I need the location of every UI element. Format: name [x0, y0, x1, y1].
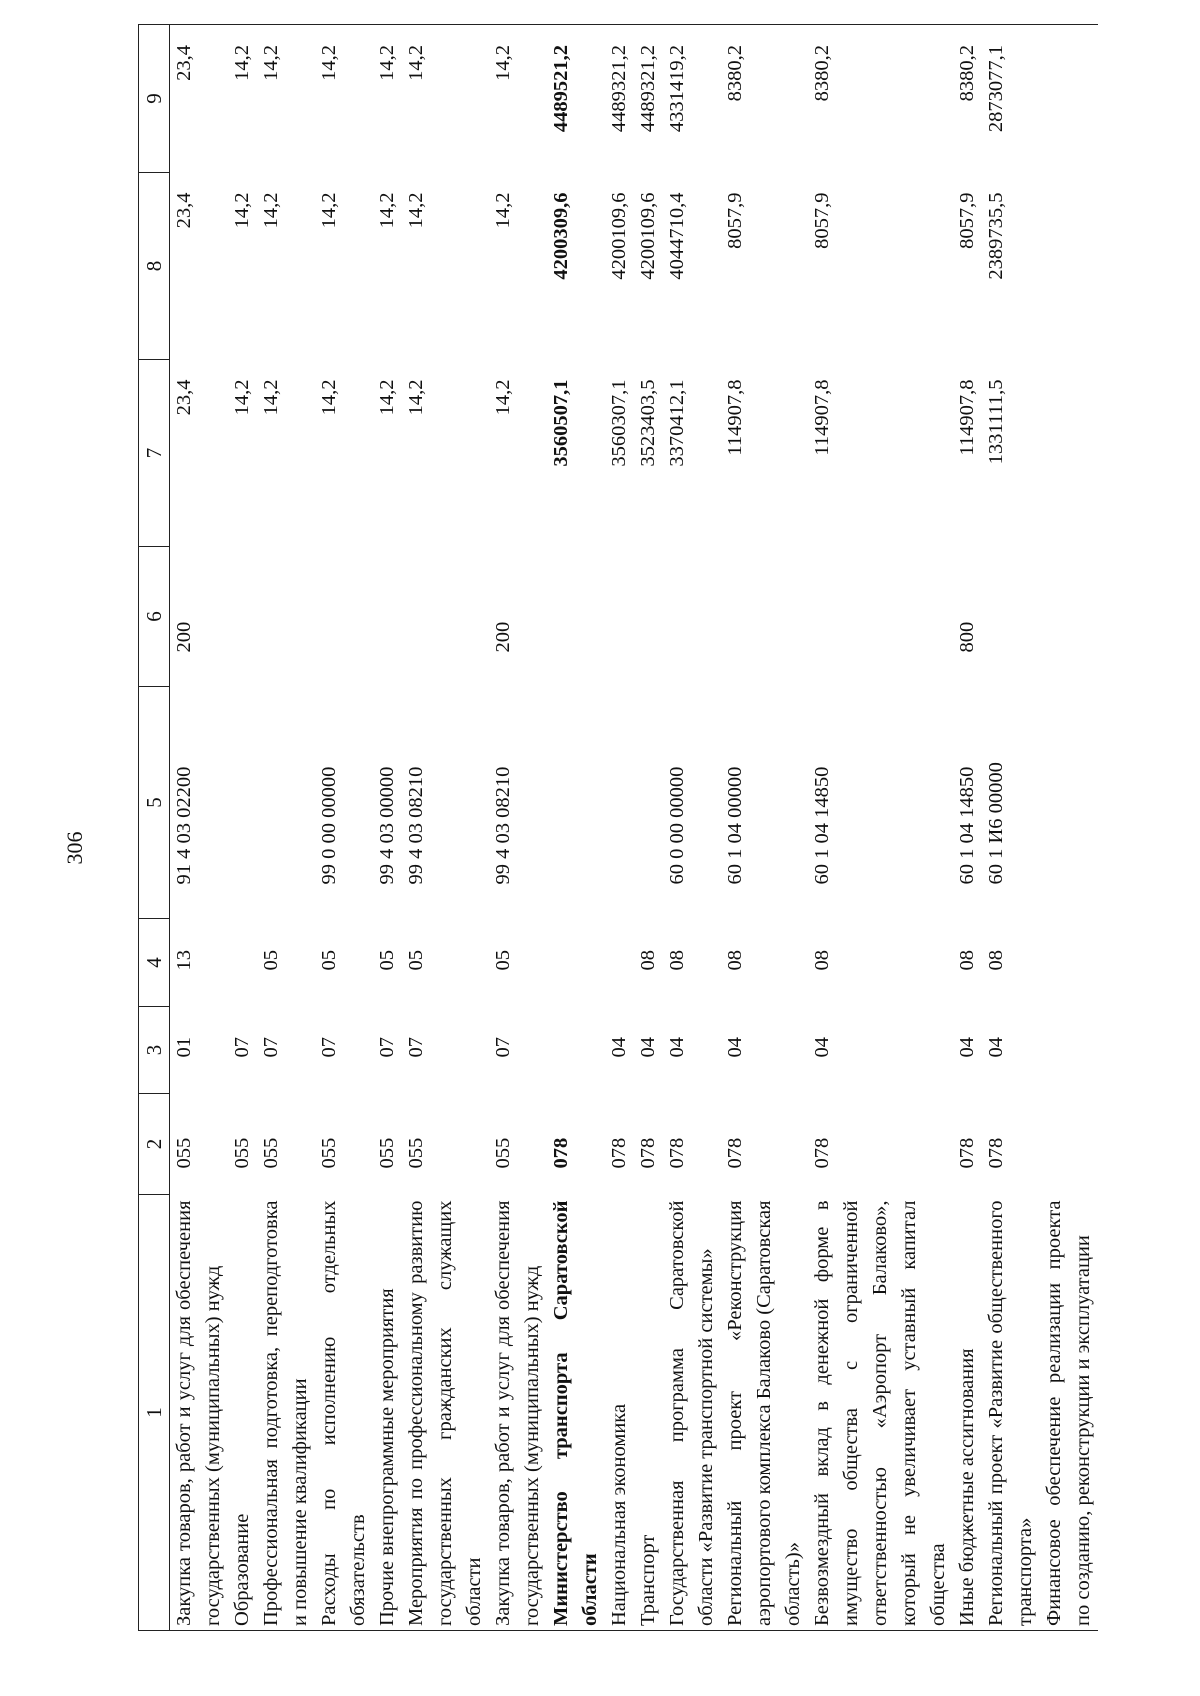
cell-col-9: 8380,2 [953, 25, 982, 173]
row-label: Закупка товаров, работ и услуг для обеспечения государственных (муниципальных) нужд [170, 1195, 229, 1631]
cell-col-7: 14,2 [260, 379, 282, 416]
cell-col-3: 04 [985, 1037, 1007, 1058]
cell-col-9: 4489321,2 [605, 25, 634, 173]
cell-col-3: 04 [956, 1037, 978, 1058]
cell-col-9: 4331419,2 [663, 25, 721, 173]
cell-col-7: 14,2 [492, 379, 514, 416]
cell-col-5 [605, 687, 634, 919]
cell-col-5 [257, 687, 315, 919]
cell-col-5 [547, 687, 605, 919]
row-label: Прочие внепрограммные мероприятия [373, 1195, 402, 1631]
cell-col-8: 4200309,6 [550, 192, 572, 280]
cell-col-3: 04 [637, 1037, 659, 1058]
cell-col-3: 01 [173, 1037, 195, 1058]
cell-col-8: 14,2 [260, 192, 282, 229]
cell-col-7: 14,2 [231, 379, 253, 416]
cell-col-7: 14,2 [376, 379, 398, 416]
cell-col-8: 14,2 [318, 192, 340, 229]
cell-col-8: 4200109,6 [637, 192, 659, 280]
cell-col-4: 05 [492, 950, 514, 971]
cell-col-7: 23,4 [173, 379, 195, 416]
cell-col-3: 04 [811, 1037, 833, 1058]
cell-col-5: 60 1 04 14850 [811, 766, 833, 885]
cell-col-4: 08 [724, 950, 746, 971]
cell-col-4: 05 [260, 950, 282, 971]
cell-col-4: 05 [376, 950, 398, 971]
table-row [721, 25, 808, 1631]
cell-col-3: 07 [492, 1037, 514, 1058]
row-label: Профессиональная подготовка, переподготовка и повышение квалификации [257, 1195, 315, 1631]
row-label: Иные бюджетные ассигнования [953, 1195, 982, 1631]
cell-col-8: 8057,9 [724, 192, 746, 249]
cell-col-8: 2389735,5 [985, 192, 1007, 280]
cell-col-9 [1040, 25, 1098, 173]
cell-col-9: 4489521,2 [547, 25, 605, 173]
cell-col-8: 14,2 [405, 192, 427, 229]
cell-col-4: 05 [318, 950, 340, 971]
row-label: Закупка товаров, работ и услуг для обеспечения государственных (муниципальных) нужд [489, 1195, 547, 1631]
cell-col-6 [315, 547, 373, 687]
cell-col-6 [257, 547, 315, 687]
cell-col-9: 8380,2 [808, 25, 953, 173]
cell-col-2: 078 [666, 1137, 688, 1169]
row-label: Министерство транспорта Саратовской области [547, 1195, 605, 1631]
table-row [663, 25, 721, 1631]
cell-col-6: 200 [492, 621, 514, 653]
cell-col-2: 078 [811, 1137, 833, 1169]
cell-col-2: 055 [318, 1137, 340, 1169]
cell-col-7: 14,2 [318, 379, 340, 416]
cell-col-4 [605, 919, 634, 1007]
column-header: 5 [139, 687, 170, 919]
cell-col-5 [228, 687, 257, 919]
budget-table [138, 24, 1098, 1631]
table-row [1040, 25, 1098, 1631]
table-row [953, 25, 982, 1631]
table-row [605, 25, 634, 1631]
cell-col-5: 91 4 03 02200 [173, 766, 195, 885]
cell-col-6 [228, 547, 257, 687]
cell-col-9: 2873077,1 [982, 25, 1040, 173]
cell-col-7: 114907,8 [724, 379, 746, 456]
cell-col-3 [547, 1007, 605, 1094]
cell-col-8 [1040, 173, 1098, 360]
cell-col-6: 200 [173, 621, 195, 653]
cell-col-3: 07 [318, 1037, 340, 1058]
column-header: 6 [139, 547, 170, 687]
cell-col-2: 055 [405, 1137, 427, 1169]
cell-col-2: 078 [637, 1137, 659, 1169]
cell-col-7 [1040, 360, 1098, 547]
cell-col-2: 078 [985, 1137, 1007, 1169]
cell-col-3: 07 [231, 1037, 253, 1058]
cell-col-2: 055 [492, 1137, 514, 1169]
cell-col-9: 14,2 [228, 25, 257, 173]
row-label: Государственная программа Саратовской области «Развитие транспортной системы» [663, 1195, 721, 1631]
table-row [402, 25, 489, 1631]
cell-col-7: 14,2 [405, 379, 427, 416]
cell-col-6 [547, 547, 605, 687]
cell-col-2: 078 [550, 1137, 572, 1169]
cell-col-9: 14,2 [257, 25, 315, 173]
cell-col-3: 07 [405, 1037, 427, 1058]
table-row [634, 25, 663, 1631]
cell-col-2: 055 [376, 1137, 398, 1169]
cell-col-5: 99 4 03 00000 [376, 766, 398, 885]
cell-col-6 [634, 547, 663, 687]
cell-col-6 [982, 547, 1040, 687]
cell-col-6 [373, 547, 402, 687]
cell-col-7: 114907,8 [956, 379, 978, 456]
cell-col-3: 07 [260, 1037, 282, 1058]
cell-col-4 [228, 919, 257, 1007]
cell-col-4 [1040, 919, 1098, 1007]
table-row [982, 25, 1040, 1631]
cell-col-7: 114907,8 [811, 379, 833, 456]
cell-col-6 [721, 547, 808, 687]
row-label: Финансовое обеспечение реализации проекта по созданию, реконструкции и эксплуатации [1040, 1195, 1098, 1631]
cell-col-5: 60 1 04 14850 [956, 766, 978, 885]
cell-col-2: 055 [231, 1137, 253, 1169]
cell-col-6 [1040, 547, 1098, 687]
cell-col-9: 23,4 [170, 25, 229, 173]
table-row [170, 25, 229, 1631]
row-label: Расходы по исполнению отдельных обязательств [315, 1195, 373, 1631]
cell-col-2: 078 [724, 1137, 746, 1169]
cell-col-7: 3523403,5 [637, 379, 659, 467]
cell-col-3: 07 [376, 1037, 398, 1058]
cell-col-4: 08 [811, 950, 833, 971]
cell-col-7: 3560307,1 [608, 379, 630, 467]
cell-col-4: 13 [173, 950, 195, 971]
cell-col-6 [663, 547, 721, 687]
cell-col-4: 08 [637, 950, 659, 971]
cell-col-6: 800 [956, 621, 978, 653]
table-body [170, 25, 1099, 1631]
cell-col-9: 14,2 [373, 25, 402, 173]
cell-col-2 [1040, 1094, 1098, 1195]
table-row [315, 25, 373, 1631]
cell-col-5: 99 4 03 08210 [492, 766, 514, 885]
cell-col-9: 14,2 [489, 25, 547, 173]
cell-col-8: 8057,9 [956, 192, 978, 249]
cell-col-4: 05 [405, 950, 427, 971]
cell-col-9: 14,2 [315, 25, 373, 173]
column-header: 2 [139, 1094, 170, 1195]
column-header: 3 [139, 1007, 170, 1094]
cell-col-8: 14,2 [376, 192, 398, 229]
cell-col-8: 4044710,4 [666, 192, 688, 280]
cell-col-9: 8380,2 [721, 25, 808, 173]
cell-col-8: 23,4 [173, 192, 195, 229]
cell-col-4 [547, 919, 605, 1007]
table-row [257, 25, 315, 1631]
table-row [808, 25, 953, 1631]
cell-col-4: 08 [985, 950, 1007, 971]
cell-col-9: 14,2 [402, 25, 489, 173]
cell-col-5: 60 0 00 00000 [666, 766, 688, 885]
cell-col-2: 055 [260, 1137, 282, 1169]
column-header: 8 [139, 173, 170, 360]
cell-col-8: 14,2 [492, 192, 514, 229]
cell-col-6 [808, 547, 953, 687]
row-label: Национальная экономика [605, 1195, 634, 1631]
cell-col-3: 04 [666, 1037, 688, 1058]
cell-col-3 [1040, 1007, 1098, 1094]
cell-col-5 [634, 687, 663, 919]
cell-col-8: 14,2 [231, 192, 253, 229]
cell-col-4: 08 [666, 950, 688, 971]
cell-col-5: 60 1 04 00000 [724, 766, 746, 885]
cell-col-6 [402, 547, 489, 687]
cell-col-2: 078 [956, 1137, 978, 1169]
cell-col-3: 04 [724, 1037, 746, 1058]
cell-col-2: 055 [173, 1137, 195, 1169]
page-number: 306 [62, 831, 87, 865]
cell-col-5 [1040, 687, 1098, 919]
table-row [228, 25, 257, 1631]
cell-col-4: 08 [956, 950, 978, 971]
table-row [547, 25, 605, 1631]
cell-col-3: 04 [608, 1037, 630, 1058]
cell-col-5: 60 1 И6 00000 [985, 762, 1007, 885]
row-label: Региональный проект «Развитие общественного транспорта» [982, 1195, 1040, 1631]
cell-col-8: 4200109,6 [608, 192, 630, 280]
row-label: Мероприятия по профессиональному развитию государственных гражданских служащих области [402, 1195, 489, 1631]
table-row [373, 25, 402, 1631]
cell-col-6 [605, 547, 634, 687]
row-label: Образование [228, 1195, 257, 1631]
row-label: Безвозмездный вклад в денежной форме в имущество общества с ограниченной ответственностью «Аэропорт Балаково», который не увеличивает уставный капитал общества [808, 1195, 953, 1631]
column-header: 7 [139, 360, 170, 547]
header-row [139, 25, 170, 1631]
column-header: 4 [139, 919, 170, 1007]
cell-col-8: 8057,9 [811, 192, 833, 249]
cell-col-7: 3370412,1 [666, 379, 688, 467]
cell-col-7: 3560507,1 [550, 379, 572, 467]
cell-col-2: 078 [608, 1137, 630, 1169]
row-label: Региональный проект «Реконструкция аэропортового комплекса Балаково (Саратовская область)» [721, 1195, 808, 1631]
table-row [489, 25, 547, 1631]
cell-col-5: 99 0 00 00000 [318, 766, 340, 885]
cell-col-5: 99 4 03 08210 [405, 766, 427, 885]
cell-col-9: 4489321,2 [634, 25, 663, 173]
cell-col-7: 1331111,5 [985, 379, 1007, 465]
column-header: 1 [139, 1195, 170, 1631]
column-header: 9 [139, 25, 170, 173]
row-label: Транспорт [634, 1195, 663, 1631]
